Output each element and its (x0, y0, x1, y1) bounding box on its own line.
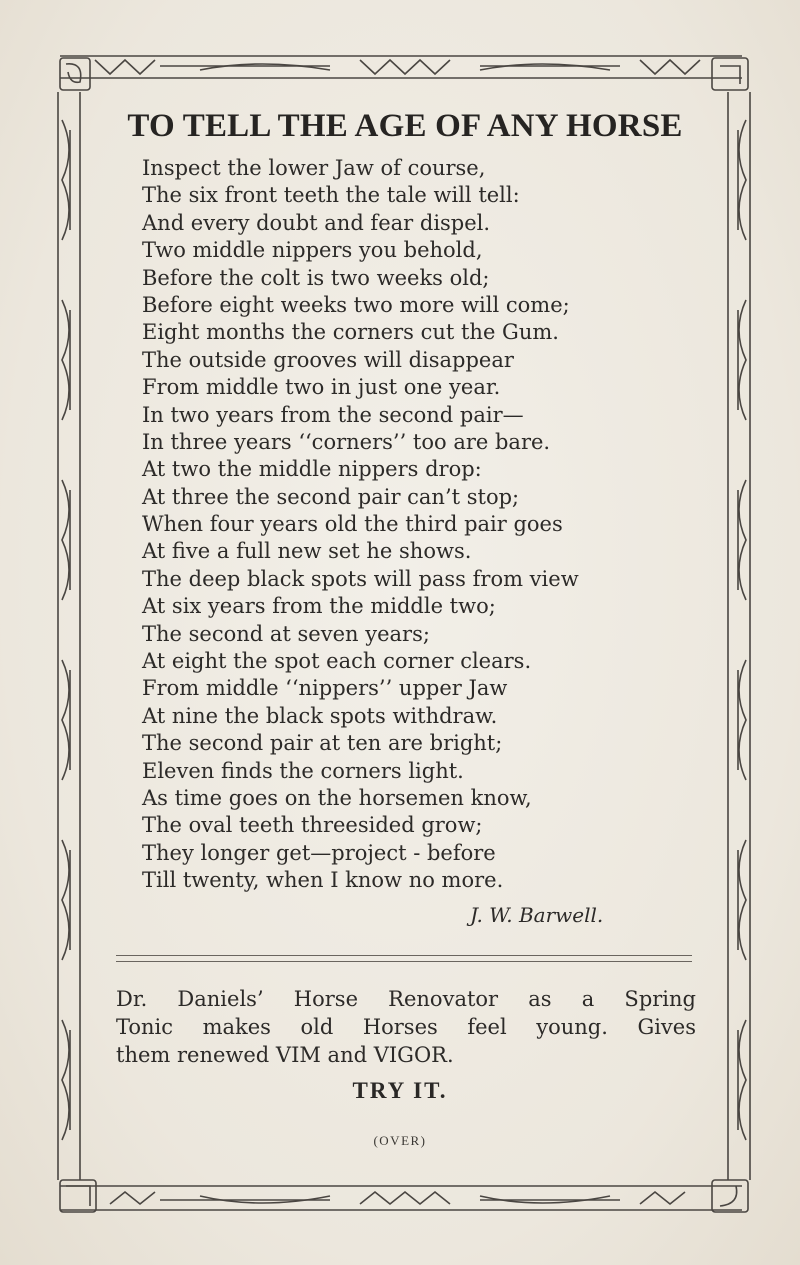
poem-line: The six front teeth the tale will tell: (142, 183, 520, 208)
advertisement (116, 985, 696, 1069)
poem-line: Before eight weeks two more will come; (142, 292, 570, 317)
poem-line: The oval teeth threesided grow; (142, 813, 483, 838)
poem-line: At three the second pair can’t stop; (142, 484, 520, 509)
poem-line: At five a full new set he shows. (142, 539, 472, 564)
poem-line: Before the colt is two weeks old; (142, 265, 490, 290)
poem-line: The second pair at ten are bright; (142, 731, 503, 756)
poem-line: And every doubt and fear dispel. (142, 210, 491, 235)
ad-line: them renewed VIM and VIGOR. (116, 1043, 454, 1067)
poem-line: At two the middle nippers drop: (142, 457, 482, 482)
ad-line: Tonic makes old Horses feel young. Gives (116, 1015, 696, 1039)
poem-line: Two middle nippers you behold, (142, 238, 483, 263)
poem-line: In three years ‘‘corners’’ too are bare. (142, 429, 551, 454)
author-signature: J. W. Barwell. (470, 903, 604, 927)
page-title: TO TELL THE AGE OF ANY HORSE (127, 108, 683, 144)
poem-line: They longer get—project - before (142, 840, 496, 865)
divider (116, 961, 692, 962)
poem-line: The second at seven years; (142, 621, 430, 646)
poem-line: Till twenty, when I know no more. (142, 868, 504, 893)
poem-line: Eleven finds the corners light. (142, 758, 464, 783)
poem (142, 155, 702, 895)
poem-line: As time goes on the horsemen know, (142, 785, 532, 810)
poem-line: Inspect the lower Jaw of course, (142, 156, 486, 180)
poem-line: From middle two in just one year. (142, 375, 501, 400)
poem-line: The deep black spots will pass from view (142, 566, 579, 591)
over-note: (OVER) (373, 1133, 427, 1148)
poem-line: At nine the black spots withdraw. (142, 703, 498, 728)
ad-line: Dr. Daniels’ Horse Renovator as a Spring (116, 987, 696, 1011)
poem-line: The outside grooves will disappear (142, 347, 514, 372)
poem-line: From middle ‘‘nippers’’ upper Jaw (142, 676, 508, 701)
divider (116, 955, 692, 956)
poem-line: When four years old the third pair goes (142, 512, 563, 537)
poem-line: In two years from the second pair— (142, 402, 524, 427)
call-to-action: TRY IT. (352, 1078, 448, 1103)
poem-line: At six years from the middle two; (142, 594, 496, 619)
poem-line: At eight the spot each corner clears. (142, 649, 532, 674)
poem-line: Eight months the corners cut the Gum. (142, 320, 559, 345)
